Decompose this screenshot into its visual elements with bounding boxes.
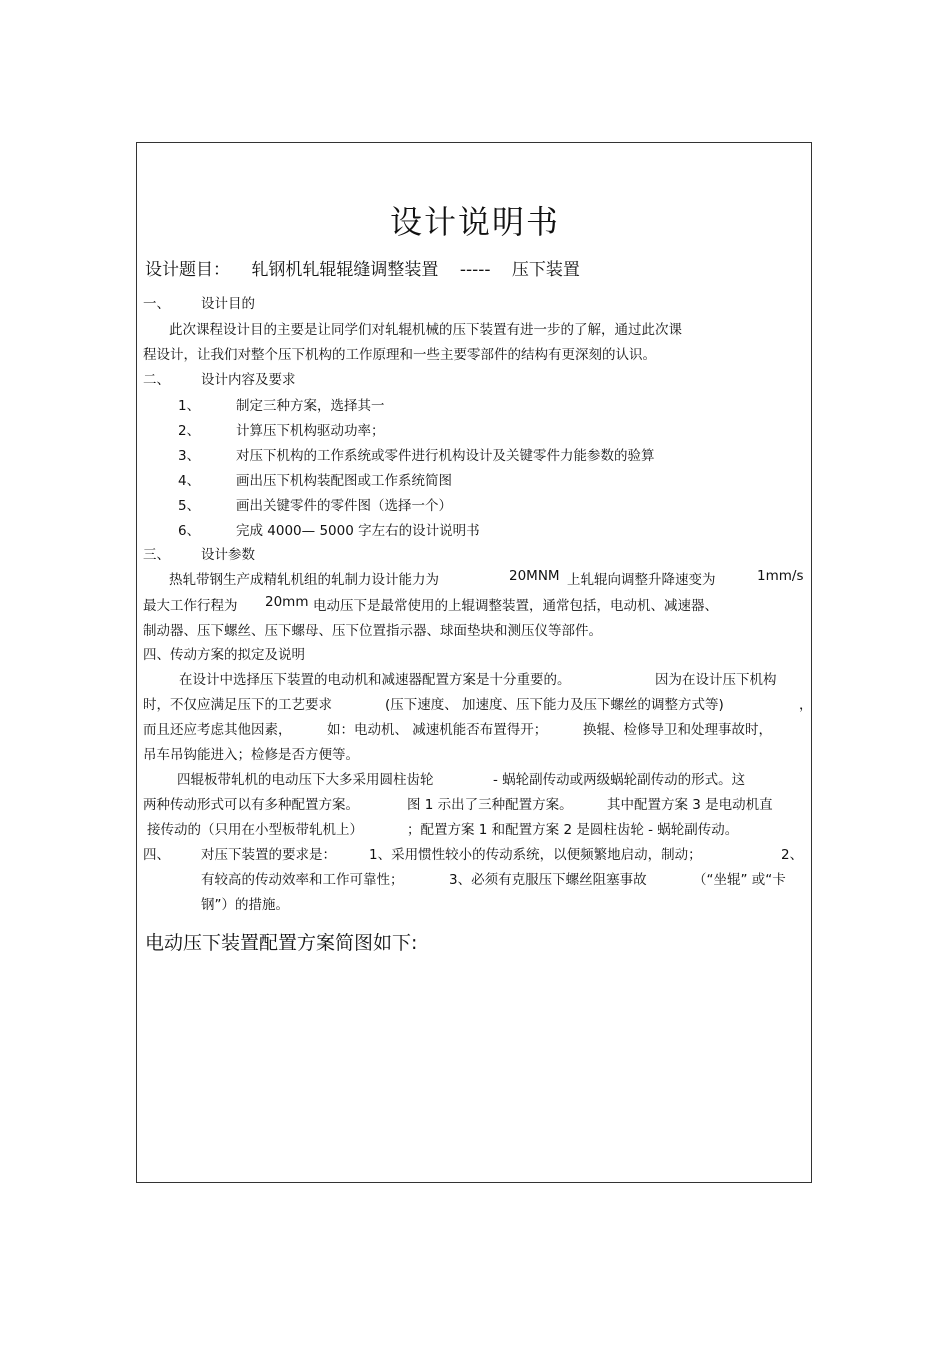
req-line: （“坐辊” 或“卡 [693, 872, 786, 888]
para-line: 接传动的（只用在小型板带轧机上） [147, 822, 363, 838]
para-line: 换辊、检修导卫和处理事故时， [583, 722, 772, 738]
param-line-1: 热轧带钢生产成精轧机组的轧制力设计能力为 [169, 572, 439, 588]
para-line: 时，不仅应满足压下的工艺要求 [143, 697, 332, 713]
para-line: 因为在设计压下机构 [655, 672, 777, 688]
section-1-heading: 一、 设计目的 [143, 296, 255, 312]
para-line: ；配置方案 1 和配置方案 2 是圆柱齿轮 - 蜗轮副传动。 [407, 822, 739, 838]
document-frame [136, 142, 812, 1183]
section-3-heading: 三、 设计参数 [143, 547, 255, 563]
subject-dash: ----- [459, 260, 491, 280]
para-line: 两种传动形式可以有多种配置方案。 [143, 797, 359, 813]
list-item: 2、 计算压下机构驱动功率； [178, 423, 385, 439]
section-1-para-line: 程设计，让我们对整个压下机构的工作原理和一些主要零部件的结构有更深刻的认识。 [143, 347, 656, 363]
list-item: 5、 画出关键零件的零件图（选择一个） [178, 498, 452, 514]
req-line: 3、必须有克服压下螺丝阻塞事故 [449, 872, 647, 888]
param-line-3: 制动器、压下螺丝、压下螺母、压下位置指示器、球面垫块和测压仪等部件。 [143, 623, 602, 639]
list-item: 4、 画出压下机构装配图或工作系统简图 [178, 473, 452, 489]
para-line: - 蜗轮副传动或两级蜗轮副传动的形式。这 [493, 772, 746, 788]
req-line: 有较高的传动效率和工作可靠性； [201, 872, 404, 888]
para-line: 如：电动机、 减速机能否布置得开； [327, 722, 548, 738]
section-1-para-line: 此次课程设计目的主要是让同学们对轧辊机械的压下装置有进一步的了解，通过此次课 [169, 322, 682, 338]
req-line: 对压下装置的要求是： [201, 847, 336, 863]
req-line: 1、采用惯性较小的传动系统，以便频繁地启动，制动； [369, 847, 702, 863]
list-item: 3、 对压下机构的工作系统或零件进行机构设计及关键零件力能参数的验算 [178, 448, 655, 464]
section-5-num: 四、 [143, 847, 170, 863]
param-line-2c: 电动压下是最常使用的上辊调整装置，通常包括，电动机、减速器、 [313, 598, 718, 614]
para-line: 而且还应考虑其他因素， [143, 722, 292, 738]
param-stroke-value: 20mm [265, 594, 309, 610]
para-line: 吊车吊钩能进入；检修是否方便等。 [143, 747, 359, 763]
document-title: 设计说明书 [389, 203, 560, 241]
param-force-value: 20MNM [509, 568, 560, 584]
param-speed-label: 上轧辊向调整升降速变为 [567, 572, 716, 588]
param-line-2a: 最大工作行程为 [143, 598, 238, 614]
subject-name: 轧钢机轧辊辊缝调整装置 [251, 260, 439, 280]
para-line: 在设计中选择压下装置的电动机和减速器配置方案是十分重要的。 [179, 672, 571, 688]
design-subject [145, 255, 596, 280]
subject-label: 设计题目： [145, 260, 230, 280]
para-line: (压下速度、 加速度、压下能力及压下螺丝的调整方式等) [385, 697, 724, 713]
param-speed-value: 1mm/s [757, 568, 804, 584]
para-line: ， [799, 697, 813, 713]
subject-sub: 压下装置 [511, 260, 580, 280]
section-4-heading: 四、传动方案的拟定及说明 [143, 647, 305, 663]
para-line: 图 1 示出了三种配置方案。 [407, 797, 573, 813]
req-line: 钢”）的措施。 [201, 897, 289, 913]
req-line: 2、 [781, 847, 804, 863]
para-line: 四辊板带轧机的电动压下大多采用圆柱齿轮 [177, 772, 434, 788]
section-2-heading: 二、 设计内容及要求 [143, 372, 296, 388]
para-line: 其中配置方案 3 是电动机直 [607, 797, 773, 813]
diagram-heading: 电动压下装置配置方案简图如下: [145, 932, 418, 954]
list-item: 1、 制定三种方案，选择其一 [178, 398, 385, 414]
list-item: 6、 完成 4000— 5000 字左右的设计说明书 [178, 523, 480, 539]
